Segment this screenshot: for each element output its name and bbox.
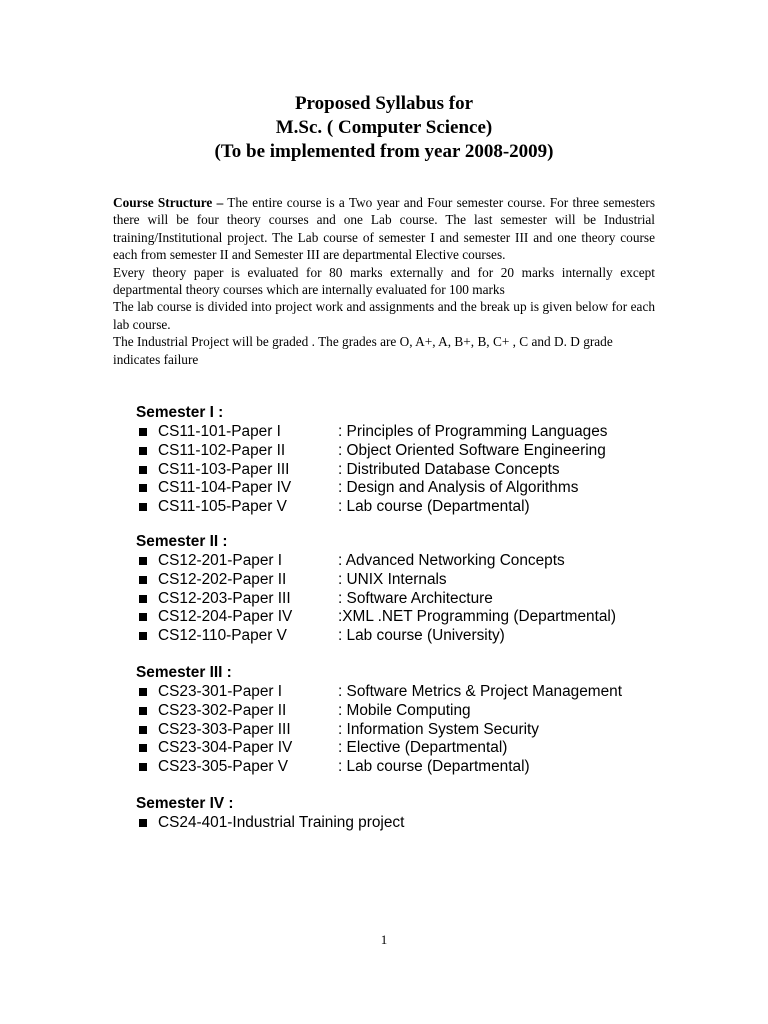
course-row xyxy=(136,608,696,627)
course-structure-paragraph xyxy=(113,194,655,264)
course-row xyxy=(136,552,696,571)
course-code: CS23-304-Paper IV xyxy=(158,739,293,757)
page-number: 1 xyxy=(380,932,388,947)
course-structure-heading: Course Structure – xyxy=(113,195,224,210)
course-row xyxy=(136,758,696,777)
course-title: : Lab course (Departmental) xyxy=(338,498,530,516)
title-line-3: (To be implemented from year 2008-2009) xyxy=(214,141,554,162)
course-code: CS12-204-Paper IV xyxy=(158,608,293,626)
square-bullet-icon xyxy=(139,557,147,565)
course-row xyxy=(136,461,696,480)
course-row xyxy=(136,721,696,740)
course-code: CS23-301-Paper I xyxy=(158,683,283,700)
course-row xyxy=(136,498,696,517)
course-title: : Software Metrics & Project Management xyxy=(338,683,622,700)
course-code: CS11-102-Paper II xyxy=(158,441,286,459)
course-code: CS11-103-Paper III xyxy=(158,460,290,478)
course-row xyxy=(136,627,696,646)
square-bullet-icon xyxy=(139,503,147,511)
square-bullet-icon xyxy=(139,726,147,734)
course-code: CS12-202-Paper II xyxy=(158,570,287,588)
square-bullet-icon xyxy=(139,466,147,474)
course-row xyxy=(136,739,696,758)
course-row xyxy=(136,814,696,833)
document-title xyxy=(0,92,768,164)
grading-paragraph: The Industrial Project will be graded . The grades are O, A+, A, B+, B, C+ , C and D. D grade indicates failure xyxy=(113,334,613,367)
square-bullet-icon xyxy=(139,632,147,640)
semester-3-section xyxy=(136,664,696,777)
course-structure-section xyxy=(113,194,655,368)
course-row xyxy=(136,571,696,590)
square-bullet-icon xyxy=(139,763,147,771)
title-line-2: M.Sc. ( Computer Science) xyxy=(275,117,493,138)
course-code: CS12-203-Paper III xyxy=(158,589,291,607)
course-title: : Distributed Database Concepts xyxy=(338,460,560,478)
square-bullet-icon xyxy=(139,707,147,715)
evaluation-paragraph: Every theory paper is evaluated for 80 marks externally and for 20 marks internally except departmental theory courses which are internally evaluated for 100 marks xyxy=(113,264,655,298)
course-structure-text: The entire course is a Two year and Four semester course. For three semesters there will be four theory courses and one Lab course. The last semester will be Industrial training/Institutional project. The Lab course of semester I and semester III and one theory course each from semester II and Semester III are departmental Elective courses. xyxy=(113,195,655,263)
semester-heading: Semester III : xyxy=(136,664,232,681)
square-bullet-icon xyxy=(139,428,147,436)
course-title: : Advanced Networking Concepts xyxy=(338,552,565,569)
course-code: CS12-110-Paper V xyxy=(158,627,287,645)
course-code: CS24-401-Industrial Training project xyxy=(158,814,405,831)
square-bullet-icon xyxy=(139,484,147,492)
square-bullet-icon xyxy=(139,688,147,696)
title-line-1: Proposed Syllabus for xyxy=(294,93,474,114)
course-row xyxy=(136,479,696,498)
course-title: : Object Oriented Software Engineering xyxy=(338,441,606,459)
course-title: : Design and Analysis of Algorithms xyxy=(338,479,579,497)
course-code: CS23-305-Paper V xyxy=(158,758,289,776)
square-bullet-icon xyxy=(139,744,147,752)
semester-heading: Semester IV : xyxy=(136,795,234,812)
course-title: : Software Architecture xyxy=(338,589,493,607)
course-code: CS11-105-Paper V xyxy=(158,498,287,516)
course-row xyxy=(136,442,696,461)
course-code: CS23-303-Paper III xyxy=(158,720,291,738)
course-code: CS12-201-Paper I xyxy=(158,552,283,569)
course-row xyxy=(136,423,696,442)
square-bullet-icon xyxy=(139,595,147,603)
course-title: : Mobile Computing xyxy=(338,701,471,719)
semester-heading: Semester II : xyxy=(136,533,228,550)
semester-1-section xyxy=(136,404,696,517)
square-bullet-icon xyxy=(139,576,147,584)
course-code: CS23-302-Paper II xyxy=(158,701,287,719)
semester-heading: Semester I : xyxy=(136,404,224,421)
square-bullet-icon xyxy=(139,613,147,621)
course-title: : Lab course (University) xyxy=(338,627,505,645)
course-code: CS11-101-Paper I xyxy=(158,423,281,440)
square-bullet-icon xyxy=(139,447,147,455)
lab-course-paragraph: The lab course is divided into project work and assignments and the break up is given below for each lab course. xyxy=(113,299,655,332)
semester-2-section xyxy=(136,533,696,646)
square-bullet-icon xyxy=(139,819,147,827)
course-title: : Elective (Departmental) xyxy=(338,739,508,757)
course-row xyxy=(136,590,696,609)
course-row xyxy=(136,702,696,721)
course-title: : Principles of Programming Languages xyxy=(338,423,608,440)
course-title: :XML .NET Programming (Departmental) xyxy=(338,608,616,626)
course-code: CS11-104-Paper IV xyxy=(158,479,292,497)
semester-4-section xyxy=(136,795,696,833)
course-title: : Lab course (Departmental) xyxy=(338,758,530,776)
course-title: : UNIX Internals xyxy=(338,570,447,588)
course-title: : Information System Security xyxy=(338,720,540,738)
course-row xyxy=(136,683,696,702)
